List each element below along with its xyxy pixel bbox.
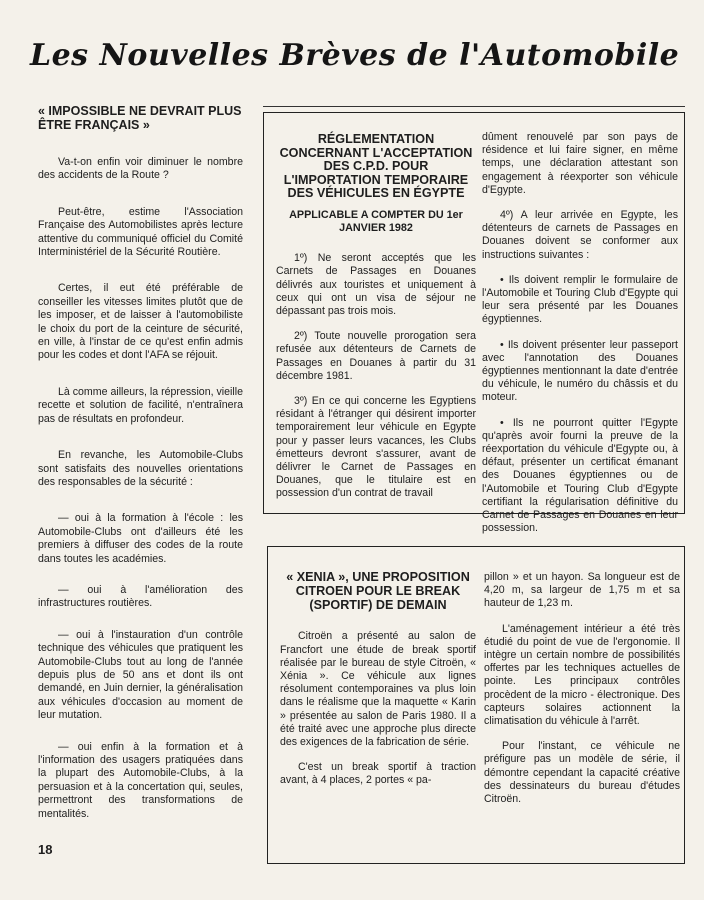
left-paragraph: — oui à la formation à l'école : les Automobile-Clubs ont d'ailleurs été les premiers à diffuser des codes de la route dans toutes les académies. [38, 512, 243, 565]
xenia-paragraph: Citroën a présenté au salon de Francfort une étude de break sportif réalisée par le bureau de style Citroën, « Xénia ». Ce véhicule aux lignes résolument contemporaines va plus loin dans le réalisme que la maquette « Karin » présentée au salon de Paris 1980. Il a été traité avec une approche plus directe des exigences de la fabrication de série. [280, 630, 476, 749]
cpd-bullet: • Ils ne pourront quitter l'Egypte qu'après avoir fourni la preuve de la réexportation du véhicule d'Egypte ou, à défaut, présenter un certificat émanant des Douanes égyptiennes ou de l'Automobile et Touring Club d'Egypte certifiant la régularisation définitive du Carnet de Passages en Douanes en leur possession. [482, 416, 678, 535]
cpd-paragraph: 2º) Toute nouvelle prorogation sera refusée aux détenteurs de Carnets de Passages en Douanes à partir du 31 décembre 1981. [276, 330, 476, 382]
cpd-article-box [263, 112, 685, 535]
left-paragraph: Peut-être, estime l'Association Française des Automobilistes après lecture attentive du communiqué officiel du Comité Interministériel de la Sécurité Routière. [38, 205, 243, 259]
cpd-bullet: • Ils doivent remplir le formulaire de l'Automobile et Touring Club d'Egypte qui leur sera présenté par les Douanes égyptiennes. [482, 273, 678, 326]
left-paragraph: — oui enfin à la formation et à l'information des usagers pratiquées dans la plupart des Automobile-Clubs, à la persuasion et à la concertation qui, seules, permettront des transformations de mentalités. [38, 740, 243, 820]
page-number: 18 [38, 842, 53, 857]
cpd-paragraph: dûment renouvelé par son pays de résidence et lui faire signer, en même temps, une déclaration attestant son engagement à réexporter son véhicule d'Egypte. [482, 131, 678, 196]
cpd-paragraph: 3º) En ce qui concerne les Egyptiens résidant à l'étranger qui désirent importer temporairement leur véhicule en Egypte pour y passer leurs vacances, les Clubs émetteurs devront s'assurer, avant de délivrer le Carnet de Passages en Douanes, que le titulaire est en possession d'un contrat de travail [276, 394, 476, 500]
xenia-paragraph: pillon » et un hayon. Sa longueur est de 4,20 m, sa largeur de 1,75 m et sa hauteur de 1,23 m. [484, 571, 680, 610]
cpd-paragraph: 1º) Ne seront acceptés que les Carnets de Passages en Douanes délivrés aux touristes et uniquement à ceux qui ont un visa de séjour ne dépassant pas trois mois. [276, 252, 476, 317]
left-article [38, 104, 243, 839]
top-rule [263, 106, 685, 107]
xenia-paragraph: Pour l'instant, ce véhicule ne préfigure pas un modèle de série, il démontre cependant la capacité créative des dessinateurs du bureau d'études Citroën. [484, 740, 680, 806]
cpd-paragraph: 4º) A leur arrivée en Egypte, les détenteurs de carnets de Passages en Douanes doivent se conformer aux instructions suivantes : [482, 209, 678, 261]
left-paragraph: En revanche, les Automobile-Clubs sont satisfaits des nouvelles orientations des responsables de la sécurité : [38, 449, 243, 488]
cpd-bullet: • Ils doivent présenter leur passeport avec l'annotation des Douanes égyptiennes mentionnant la date d'entrée du véhicule, le numéro du châssis et du moteur. [482, 338, 678, 404]
left-paragraph: — oui à l'amélioration des infrastructures routières. [38, 583, 243, 610]
cpd-article-title: RÉGLEMENTATION CONCERNANT L'ACCEPTATION DES C.P.D. POUR L'IMPORTATION TEMPORAIRE DES VÉHICULES EN ÉGYPTE [279, 132, 473, 201]
left-article-title: « IMPOSSIBLE NE DEVRAIT PLUS ÊTRE FRANÇAIS » [38, 104, 242, 132]
cpd-column-2 [482, 131, 678, 547]
left-paragraph: Certes, il eut été préférable de conseiller les vitesses limites plutôt que de les imposer, et de laisser à l'automobiliste le choix du port de la ceinture de sécurité, en ville, à l'instar de ce qu'est enfin admis pour les codes et dont l'AFA se réjouit. [38, 282, 243, 362]
xenia-article-box [267, 546, 685, 864]
left-paragraph: — oui à l'instauration d'un contrôle technique des véhicules que pratiquent les Automobile-Clubs tout au long de l'année depuis plus de 50 ans et dont ils ont demandé, en Juin dernier, la généralisation aux véhicules d'occasion au moment de leur mutation. [38, 628, 243, 722]
masthead-title: Les Nouvelles Brèves de l'Automobile [30, 38, 680, 73]
left-paragraph: Là comme ailleurs, la répression, vieille recette et solution de facilité, n'entraînera pas de résultats en profondeur. [38, 385, 243, 425]
xenia-paragraph: L'aménagement intérieur a été très étudié du point de vue de l'ergonomie. Il intègre un certain nombre de possibilités offertes par les techniques actuelles de pointe. Les principaux contrôles procèdent de la micro - électronique. Des capteurs solaires actionnent la climatisation du véhicule à l'arrêt. [484, 622, 680, 728]
cpd-article-subtitle: APPLICABLE A COMPTER DU 1er JANVIER 1982 [289, 208, 463, 234]
xenia-column-1 [280, 571, 476, 800]
cpd-column-1 [276, 133, 476, 513]
xenia-article-title: « XENIA », UNE PROPOSITION CITROEN POUR LE BREAK (SPORTIF) DE DEMAIN [286, 570, 470, 612]
left-paragraph: Va-t-on enfin voir diminuer le nombre des accidents de la Route ? [38, 156, 243, 182]
xenia-paragraph: C'est un break sportif à traction avant, à 4 places, 2 portes « pa- [280, 761, 476, 787]
xenia-column-2 [484, 571, 680, 818]
